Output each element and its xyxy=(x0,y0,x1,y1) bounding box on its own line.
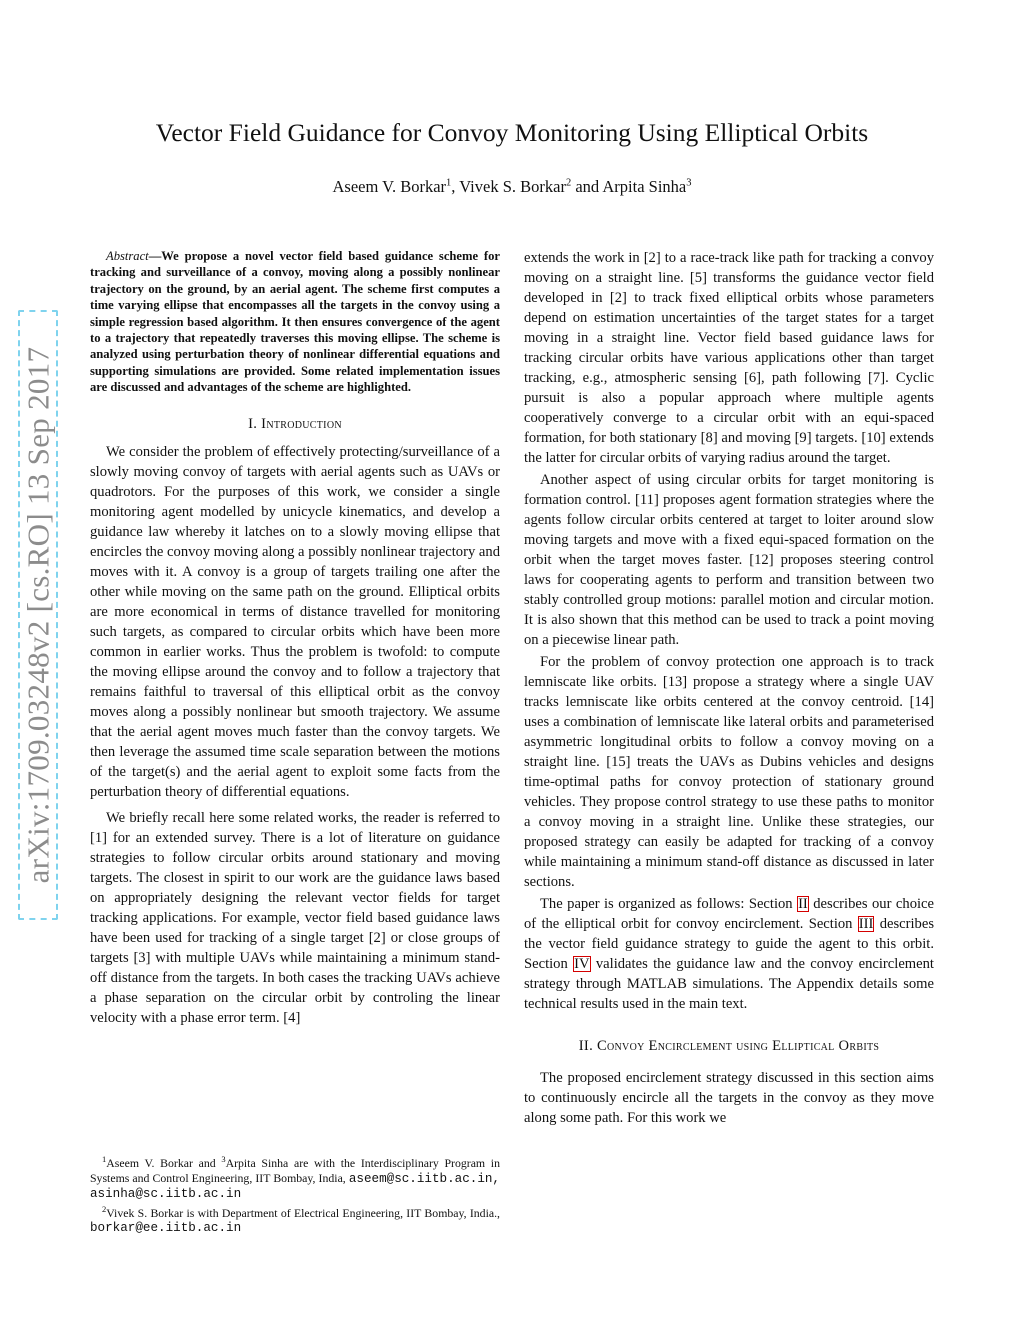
text-run: validates the guidance law and the convoy encirclement strategy through MATLAB simulations. The Appendix details some technical results used in the main text. xyxy=(524,956,934,1012)
author-separator: and xyxy=(571,177,603,196)
author-name: Vivek S. Borkar xyxy=(459,177,566,196)
author-affiliation-marker: 1 xyxy=(446,177,452,189)
author-affiliation-marker: 2 xyxy=(565,177,572,189)
arxiv-identifier-text: arXiv:1709.03248v2 [cs.RO] 13 Sep 2017 xyxy=(20,346,56,884)
paper-title: Vector Field Guidance for Convoy Monitoring Using Elliptical Orbits xyxy=(155,118,869,147)
text-run: describes the vector field guidance strategy to guide the agent to this orbit. Section xyxy=(524,916,934,972)
abstract-label: Abstract xyxy=(106,249,149,263)
paragraph: We consider the problem of effectively protecting/surveillance of a slowly moving convoy of targets with aerial agents such as UAVs or quadrotors. For the purposes of this work, we consider a single monitoring agent modelled by unicycle kinematics, and develop a guidance law whereby it latches on to a slowly moving ellipse that encircles the convoy moving along a possibly nonlinear trajectory and moves with it. A convoy is a group of targets trailing one after the other while moving on the same path on the ground. Elliptical orbits are more economical in terms of distance travelled for monitoring such targets, as compared to circular orbits which have been more common in earlier works. Thus the problem is twofold: to compute the moving ellipse around the convoy and to follow a trajectory that remains faithful to traversal of this elliptical orbit as the convoy moves along a possibly nonlinear but smooth trajectory. We assume that the aerial agent moves much faster than the convoy targets. We then leverage the assumed time scale separation between the motions of the target(s) and the aerial agent to exploit some facts from the perturbation theory of differential equations. xyxy=(90,443,500,800)
section-link-II[interactable]: II xyxy=(798,896,808,912)
author-name: Aseem V. Borkar xyxy=(332,177,447,196)
abstract-text: We propose a novel vector field based guidance scheme for tracking and surveillance of a convoy, moving along a possibly nonlinear trajectory on the ground, by an aerial agent. The scheme first computes a time varying ellipse that encompasses all the targets in the convoy using a simple regression based algorithm. It then ensures convergence of the agent to a trajectory that repeatedly traverses this moving ellipse. The scheme is analyzed using perturbation theory of nonlinear differential equations and supporting simulations are provided. Some related implementation issues are discussed and advantages of the scheme are highlighted. xyxy=(90,249,500,395)
author-line xyxy=(0,177,1024,197)
author-name: Arpita Sinha xyxy=(602,177,687,196)
footnote-email[interactable]: borkar@ee.iitb.ac.in xyxy=(90,1221,242,1236)
footnote-2 xyxy=(90,1202,500,1236)
section-heading-introduction: I. Introduction xyxy=(248,415,342,432)
paragraph: extends the work in [2] to a race-track like path for tracking a convoy moving on a straight line. [5] transforms the guidance vector field developed in [2] to track fixed elliptical orbits whose parameters depend on estimation uncertainties of the target states for a target moving in a straight line. Vector field based guidance laws for tracking circular orbits have various applications other than target tracking, e.g., atmospheric sensing [6], path following [7]. Cyclic pursuit is also a popular approach where multiple agents cooperatively converge to a circular orbit with an equi-spaced formation, for both stationary [8] and moving [9] targets. [10] extends the latter for circular orbits of varying radius around the target. xyxy=(524,250,934,466)
paragraph: For the problem of convoy protection one approach is to track lemniscate like orbits. [13] propose a strategy where a single UAV tracks lemniscate like orbits centered at the convoy centroid. [14] uses a combination of lemniscate like lateral orbits and parameterised asymmetric longitudinal orbits to follow a convoy moving on a straight line. [15] treats the UAVs as Dubins vehicles and designs time-optimal paths for convoy protection of stationary ground vehicles. They propose control strategy to use these paths to monitor a convoy moving in a straight line. Unlike these strategies, our proposed strategy can easily be adapted for tracking of a convoy while maintaining a minimum stand-off distance as discussed in later sections. xyxy=(524,654,934,890)
paragraph: We briefly recall here some related works, the reader is referred to [1] for an extended survey. There is a lot of literature on guidance strategies to follow circular orbits around stationary and moving targets. The closest in spirit to our work are the guidance laws based on appropriately designing the relevant vector fields for target tracking applications. For example, vector field based guidance laws have been used for tracking of a single target [2] or close groups of targets [3] with multiple UAVs while maintaining a minimum stand-off distance from the targets. In both cases the tracking UAVs achieve a phase separation on the circular orbit by controling the linear velocity with a phase error term. [4] xyxy=(90,809,500,1026)
footnote-email[interactable]: aseem@sc.iitb.ac.in, asinha@sc.iitb.ac.in xyxy=(90,1171,500,1202)
text-run: The paper is organized as follows: Section xyxy=(540,896,798,912)
abstract-dash: — xyxy=(148,249,162,263)
text-run: describes our choice of the elliptical orbit for convoy encirclement. Section xyxy=(524,896,934,932)
footnote-text: Aseem V. Borkar and xyxy=(106,1155,222,1170)
author-affiliation-marker: 3 xyxy=(686,177,692,189)
section-link-IV[interactable]: IV xyxy=(574,956,590,972)
abstract xyxy=(90,248,500,396)
paragraph: Another aspect of using circular orbits for target monitoring is formation control. [11] proposes agent formation strategies where the agents follow circular orbits centered at target to loiter around slow moving targets and move with a fixed equi-spaced formation on the orbit when the target moves faster. [12] proposes steering control laws for cooperating agents to perform and transition between two stably controlled group motions: parallel motion and circular motion. It is also shown that this method can be used to track a point moving on a piecewise linear path. xyxy=(524,472,934,648)
paragraph-organization xyxy=(524,894,934,1014)
section-heading-convoy-encirclement: II. Convoy Encirclement using Elliptical Orbits xyxy=(578,1038,880,1054)
footnote-1 xyxy=(90,1152,500,1202)
arxiv-identifier-stamp xyxy=(18,310,58,920)
author-separator: , xyxy=(451,177,460,196)
footnote-text: Arpita Sinha are with the Interdisciplinary Program in Systems and Control Engineering, IIT Bombay, India, xyxy=(90,1155,500,1185)
footnotes xyxy=(90,1152,500,1236)
paragraph: The proposed encirclement strategy discussed in this section aims to continuously encircle all the targets in the convoy as they move along some path. For this work we xyxy=(524,1070,934,1126)
footnote-marker: 2 xyxy=(102,1203,107,1214)
left-column xyxy=(90,248,500,1028)
section-link-III[interactable]: III xyxy=(858,916,874,932)
right-column xyxy=(524,248,934,1128)
footnote-text: Vivek S. Borkar is with Department of Electrical Engineering, IIT Bombay, India., xyxy=(106,1205,500,1220)
footnote-marker: 1 xyxy=(102,1154,107,1164)
footnote-marker: 3 xyxy=(221,1154,226,1164)
